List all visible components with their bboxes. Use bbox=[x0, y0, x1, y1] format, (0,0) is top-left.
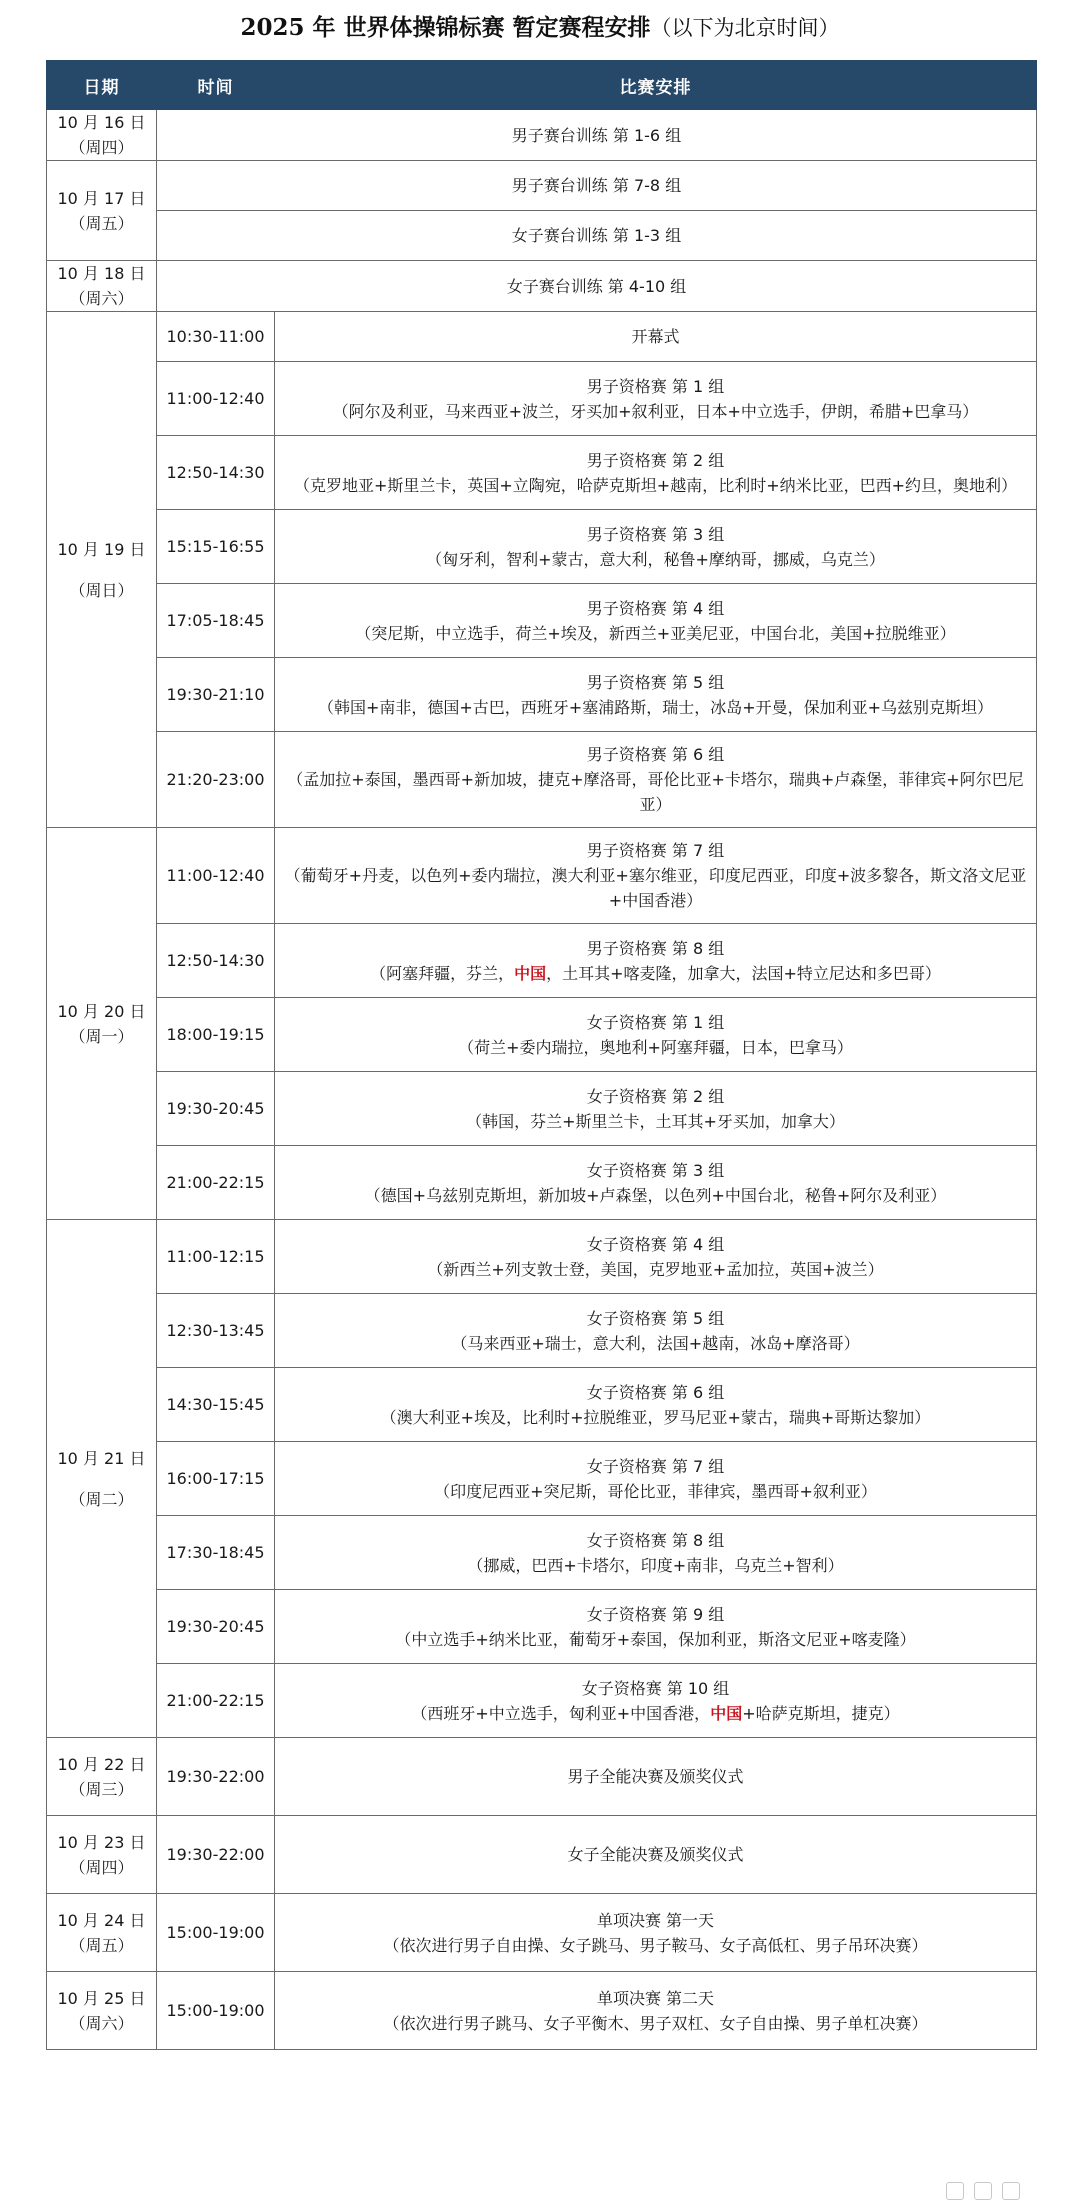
date-cell bbox=[47, 828, 157, 1220]
event-name: 女子赛台训练 第 4-10 组 bbox=[506, 276, 687, 296]
time-cell: 21:00-22:15 bbox=[157, 1664, 275, 1738]
time-cell: 21:00-22:15 bbox=[157, 1146, 275, 1220]
mark-2 bbox=[974, 2182, 992, 2200]
time-cell: 15:15-16:55 bbox=[157, 510, 275, 584]
event-name: 单项决赛 第二天 bbox=[596, 1988, 715, 2008]
date-text: 10 月 18 日（周六） bbox=[57, 264, 146, 308]
schedule-row bbox=[47, 1516, 1037, 1590]
date-cell bbox=[47, 1738, 157, 1816]
event-name: 男子资格赛 第 3 组 bbox=[586, 524, 725, 544]
event-cell bbox=[157, 161, 1037, 211]
schedule-row bbox=[47, 1972, 1037, 2050]
event-cell bbox=[275, 658, 1037, 732]
schedule-row bbox=[47, 1368, 1037, 1442]
time-cell: 15:00-19:00 bbox=[157, 1972, 275, 2050]
date-text: 10 月 20 日 bbox=[57, 1001, 146, 1021]
time-cell: 19:30-22:00 bbox=[157, 1738, 275, 1816]
event-cell bbox=[275, 1072, 1037, 1146]
event-name: 女子资格赛 第 5 组 bbox=[586, 1308, 725, 1328]
date-text: 10 月 24 日 bbox=[57, 1910, 146, 1930]
event-detail: （荷兰+委内瑞拉，奥地利+阿塞拜疆，日本，巴拿马） bbox=[458, 1037, 853, 1057]
date-text: 10 月 25 日 bbox=[57, 1988, 146, 2008]
time-cell: 12:30-13:45 bbox=[157, 1294, 275, 1368]
event-name: 女子资格赛 第 7 组 bbox=[586, 1456, 725, 1476]
event-cell bbox=[275, 1442, 1037, 1516]
time-cell: 19:30-20:45 bbox=[157, 1072, 275, 1146]
event-cell bbox=[275, 1972, 1037, 2050]
event-cell bbox=[275, 732, 1037, 828]
highlighted-country: 中国 bbox=[514, 963, 547, 983]
time-cell: 16:00-17:15 bbox=[157, 1442, 275, 1516]
event-name: 男子赛台训练 第 1-6 组 bbox=[511, 125, 682, 145]
header-date: 日期 bbox=[47, 61, 157, 110]
schedule-row bbox=[47, 161, 1037, 211]
schedule-row bbox=[47, 261, 1037, 312]
schedule-row bbox=[47, 1294, 1037, 1368]
event-cell bbox=[275, 998, 1037, 1072]
weekday-text: （周二） bbox=[69, 1489, 134, 1509]
event-detail: （依次进行男子自由操、女子跳马、男子鞍马、女子高低杠、男子吊环决赛） bbox=[383, 1935, 928, 1955]
event-detail: （澳大利亚+埃及，比利时+拉脱维亚，罗马尼亚+蒙古，瑞典+哥斯达黎加） bbox=[380, 1407, 931, 1427]
event-detail: （德国+乌兹别克斯坦，新加坡+卢森堡，以色列+中国台北，秘鲁+阿尔及利亚） bbox=[364, 1185, 947, 1205]
time-cell: 18:00-19:15 bbox=[157, 998, 275, 1072]
weekday-text: （周日） bbox=[69, 580, 134, 600]
schedule-row bbox=[47, 584, 1037, 658]
event-name: 女子资格赛 第 9 组 bbox=[586, 1604, 725, 1624]
event-cell bbox=[275, 1220, 1037, 1294]
schedule-row bbox=[47, 1816, 1037, 1894]
time-cell: 19:30-20:45 bbox=[157, 1590, 275, 1664]
time-cell: 12:50-14:30 bbox=[157, 924, 275, 998]
schedule-row bbox=[47, 436, 1037, 510]
date-cell bbox=[47, 1972, 157, 2050]
event-cell bbox=[275, 312, 1037, 362]
time-cell: 10:30-11:00 bbox=[157, 312, 275, 362]
event-detail: （马来西亚+瑞士，意大利，法国+越南，冰岛+摩洛哥） bbox=[451, 1333, 860, 1353]
date-cell bbox=[47, 1220, 157, 1738]
schedule-body bbox=[47, 110, 1037, 2050]
event-detail: （依次进行男子跳马、女子平衡木、男子双杠、女子自由操、男子单杠决赛） bbox=[383, 2013, 928, 2033]
weekday-text: （周五） bbox=[69, 1935, 134, 1955]
schedule-table bbox=[46, 60, 1037, 2050]
event-cell bbox=[157, 261, 1037, 312]
weekday-text: （周三） bbox=[69, 1779, 134, 1799]
date-text: 10 月 16 日（周四） bbox=[57, 113, 146, 157]
event-detail: （阿塞拜疆，芬兰，中国，土耳其+喀麦隆，加拿大，法国+特立尼达和多巴哥） bbox=[370, 963, 941, 983]
event-name: 女子资格赛 第 10 组 bbox=[581, 1678, 730, 1698]
event-detail: （匈牙利，智利+蒙古，意大利，秘鲁+摩纳哥，挪威，乌克兰） bbox=[426, 549, 885, 569]
time-cell: 11:00-12:40 bbox=[157, 362, 275, 436]
event-name: 男子资格赛 第 8 组 bbox=[586, 938, 725, 958]
date-text: 10 月 19 日 bbox=[57, 539, 146, 559]
time-cell: 15:00-19:00 bbox=[157, 1894, 275, 1972]
highlighted-country: 中国 bbox=[710, 1703, 743, 1723]
event-cell bbox=[157, 110, 1037, 161]
event-name: 女子资格赛 第 8 组 bbox=[586, 1530, 725, 1550]
event-cell bbox=[275, 1146, 1037, 1220]
event-cell bbox=[275, 924, 1037, 998]
time-cell: 17:05-18:45 bbox=[157, 584, 275, 658]
event-detail: （葡萄牙+丹麦，以色列+委内瑞拉，澳大利亚+塞尔维亚，印度尼西亚，印度+波多黎各，斯文洛文尼亚+中国香港） bbox=[284, 866, 1027, 910]
mark-1 bbox=[946, 2182, 964, 2200]
event-cell bbox=[275, 1816, 1037, 1894]
schedule-row bbox=[47, 732, 1037, 828]
event-detail: （新西兰+列支敦士登，美国，克罗地亚+孟加拉，英国+波兰） bbox=[427, 1259, 884, 1279]
schedule-row bbox=[47, 924, 1037, 998]
schedule-row bbox=[47, 1072, 1037, 1146]
event-name: 男子资格赛 第 2 组 bbox=[586, 450, 725, 470]
schedule-row bbox=[47, 312, 1037, 362]
event-detail: （韩国+南非，德国+古巴，西班牙+塞浦路斯，瑞士，冰岛+开曼，保加利亚+乌兹别克斯坦） bbox=[317, 697, 994, 717]
schedule-row bbox=[47, 1738, 1037, 1816]
event-name: 单项决赛 第一天 bbox=[596, 1910, 715, 1930]
event-detail: （中立选手+纳米比亚，葡萄牙+泰国，保加利亚，斯洛文尼亚+喀麦隆） bbox=[395, 1629, 916, 1649]
event-detail: （韩国，芬兰+斯里兰卡，土耳其+牙买加，加拿大） bbox=[466, 1111, 845, 1131]
event-detail: （西班牙+中立选手，匈利亚+中国香港，中国+哈萨克斯坦，捷克） bbox=[411, 1703, 900, 1723]
event-cell bbox=[275, 1738, 1037, 1816]
time-cell: 11:00-12:40 bbox=[157, 828, 275, 924]
event-name: 男子资格赛 第 6 组 bbox=[586, 745, 725, 764]
event-detail: （挪威，巴西+卡塔尔，印度+南非，乌克兰+智利） bbox=[467, 1555, 844, 1575]
schedule-row bbox=[47, 658, 1037, 732]
event-name: 女子资格赛 第 4 组 bbox=[586, 1234, 725, 1254]
schedule-row bbox=[47, 1894, 1037, 1972]
date-cell bbox=[47, 110, 157, 161]
event-name: 男子资格赛 第 5 组 bbox=[586, 672, 725, 692]
event-name: 开幕式 bbox=[631, 327, 680, 346]
title-main: 2025 年 世界体操锦标赛 暂定赛程安排 bbox=[240, 14, 651, 41]
time-cell: 19:30-21:10 bbox=[157, 658, 275, 732]
time-cell: 11:00-12:15 bbox=[157, 1220, 275, 1294]
title-note: （以下为北京时间） bbox=[650, 16, 840, 40]
page-title bbox=[0, 8, 1080, 48]
header-row bbox=[47, 61, 1037, 110]
event-name: 女子全能决赛及颁奖仪式 bbox=[567, 1845, 744, 1864]
time-cell: 14:30-15:45 bbox=[157, 1368, 275, 1442]
event-cell bbox=[275, 510, 1037, 584]
weekday-text: （周六） bbox=[69, 2013, 134, 2033]
event-detail: （阿尔及利亚，马来西亚+波兰，牙买加+叙利亚，日本+中立选手，伊朗，希腊+巴拿马） bbox=[332, 401, 979, 421]
header-event: 比赛安排 bbox=[275, 61, 1037, 110]
date-cell bbox=[47, 261, 157, 312]
time-cell: 21:20-23:00 bbox=[157, 732, 275, 828]
schedule-row bbox=[47, 211, 1037, 261]
event-name: 女子资格赛 第 3 组 bbox=[586, 1160, 725, 1180]
event-name: 男子资格赛 第 4 组 bbox=[586, 598, 725, 618]
event-cell bbox=[275, 1590, 1037, 1664]
event-name: 男子全能决赛及颁奖仪式 bbox=[567, 1767, 744, 1786]
event-name: 女子资格赛 第 6 组 bbox=[586, 1382, 725, 1402]
date-text: 10 月 21 日 bbox=[57, 1448, 146, 1468]
event-name: 男子资格赛 第 7 组 bbox=[586, 841, 725, 860]
event-name: 女子资格赛 第 1 组 bbox=[586, 1012, 725, 1032]
date-cell bbox=[47, 1894, 157, 1972]
weekday-text: （周一） bbox=[69, 1026, 134, 1046]
event-cell bbox=[275, 1894, 1037, 1972]
event-detail: （孟加拉+泰国，墨西哥+新加坡，捷克+摩洛哥，哥伦比亚+卡塔尔，瑞典+卢森堡，菲律宾+阿尔巴尼亚） bbox=[287, 770, 1024, 814]
date-cell bbox=[47, 1816, 157, 1894]
header-time: 时间 bbox=[157, 61, 275, 110]
date-cell bbox=[47, 312, 157, 828]
schedule-row bbox=[47, 510, 1037, 584]
time-cell: 19:30-22:00 bbox=[157, 1816, 275, 1894]
event-detail: （突尼斯，中立选手，荷兰+埃及，新西兰+亚美尼亚，中国台北，美国+拉脱维亚） bbox=[355, 623, 956, 643]
event-cell bbox=[275, 1368, 1037, 1442]
schedule-row bbox=[47, 1442, 1037, 1516]
event-name: 男子资格赛 第 1 组 bbox=[586, 376, 725, 396]
date-text: 10 月 22 日 bbox=[57, 1754, 146, 1774]
schedule-row bbox=[47, 1664, 1037, 1738]
time-cell: 12:50-14:30 bbox=[157, 436, 275, 510]
weekday-text: （周四） bbox=[69, 1857, 134, 1877]
date-text: 10 月 23 日 bbox=[57, 1832, 146, 1852]
schedule-row bbox=[47, 998, 1037, 1072]
watermark-marks bbox=[946, 2182, 1020, 2200]
event-cell bbox=[275, 1516, 1037, 1590]
event-name: 女子赛台训练 第 1-3 组 bbox=[511, 226, 682, 245]
event-detail: （印度尼西亚+突尼斯，哥伦比亚，菲律宾，墨西哥+叙利亚） bbox=[434, 1481, 877, 1501]
event-cell bbox=[275, 1294, 1037, 1368]
event-detail: （克罗地亚+斯里兰卡，英国+立陶宛，哈萨克斯坦+越南，比利时+纳米比亚，巴西+约旦，奥地利） bbox=[293, 475, 1018, 495]
event-name: 女子资格赛 第 2 组 bbox=[586, 1086, 725, 1106]
mark-3 bbox=[1002, 2182, 1020, 2200]
event-cell bbox=[275, 436, 1037, 510]
date-cell bbox=[47, 161, 157, 261]
schedule-row bbox=[47, 110, 1037, 161]
schedule-row bbox=[47, 1590, 1037, 1664]
schedule-row bbox=[47, 1220, 1037, 1294]
time-cell: 17:30-18:45 bbox=[157, 1516, 275, 1590]
schedule-row bbox=[47, 1146, 1037, 1220]
event-cell bbox=[275, 584, 1037, 658]
schedule-row bbox=[47, 828, 1037, 924]
date-text: 10 月 17 日（周五） bbox=[57, 188, 146, 233]
event-cell bbox=[275, 362, 1037, 436]
event-cell bbox=[157, 211, 1037, 261]
event-cell bbox=[275, 828, 1037, 924]
event-name: 男子赛台训练 第 7-8 组 bbox=[511, 176, 682, 195]
event-cell bbox=[275, 1664, 1037, 1738]
schedule-row bbox=[47, 362, 1037, 436]
